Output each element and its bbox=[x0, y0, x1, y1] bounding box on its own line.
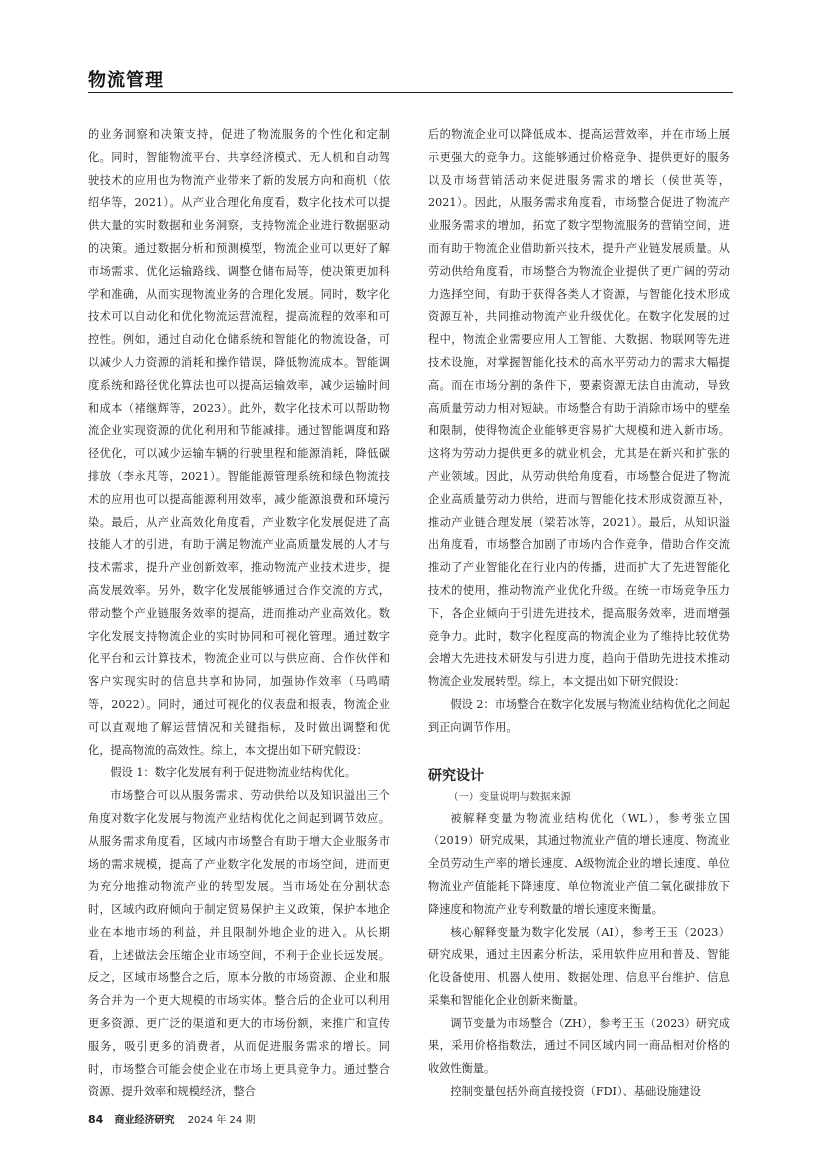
paragraph: 控制变量包括外商直接投资（FDI）、基础设施建设 bbox=[450, 1085, 701, 1099]
paragraph: 市场整合可以从服务需求、劳动供给以及知识溢出三个角度对数字化发展与物流产业结构优化之间起到调节效应。从服务需求角度看，区域内市场整合有助于增大企业服务市场的需求规模，提高了产业数字化发展的市场空间，进而更为充分地推动物流产业的转型发展。当市场处在分割状态时，区域内政府倾向于制定贸易保护主义政策，保护本地企业在本地市场的利益，并且限制外地企业的进入。从长期看，上述做法会压缩企业市场空间，不利于企业长远发展。反之，区域市场整合之后，原本分散的市场资源、企业和服务合并为一个更大规模的市场实体。整合后的企业可以利用更多资源、更广泛的渠道和更大的市场份额，来推广和宣传服务，吸引更多的消费者，从而促进服务需求的增长。同时，市场整合可能会使企业在市场上更具竞争力。通过整合资源、提升效率和规模经济，整合 bbox=[88, 789, 390, 1099]
issue-label: 2024 年 24 期 bbox=[187, 1115, 256, 1126]
hypothesis-2: 假设 2：市场整合在数字化发展与物流业结构优化之间起到正向调节作用。 bbox=[428, 697, 730, 734]
running-header-title: 物流管理 bbox=[88, 70, 164, 91]
journal-name: 商业经济研究 bbox=[114, 1115, 175, 1126]
section-heading: 研究设计 bbox=[428, 767, 484, 784]
page-number: 84 bbox=[88, 1113, 104, 1126]
right-column bbox=[428, 124, 730, 1104]
paragraph: 核心解释变量为数字化发展（AI），参考王玉（2023）研究成果，通过主因素分析法，采用软件应用和普及、智能化设备使用、机器人使用、数据处理、信息平台维护、信息采集和智能化企业创新来衡量。 bbox=[428, 925, 730, 1007]
paragraph: 的业务洞察和决策支持，促进了物流服务的个性化和定制化。同时，智能物流平台、共享经济模式、无人机和自动驾驶技术的应用也为物流产业带来了新的发展方向和商机（依绍华等，2021）。从产业合理化角度看，数字化技术可以提供大量的实时数据和业务洞察，支持物流企业进行数据驱动的决策。通过数据分析和预测模型，物流企业可以更好了解市场需求、优化运输路线、调整仓储布局等，使决策更加科学和准确，从而实现物流业务的合理化发展。同时，数字化技术可以自动化和优化物流运营流程，提高流程的效率和可控性。例如，通过自动化仓储系统和智能化的物流设备，可以减少人力资源的消耗和操作错误，降低物流成本。智能调度系统和路径优化算法也可以提高运输效率，减少运输时间和成本（褚继辉等，2023）。此外，数字化技术可以帮助物流企业实现资源的优化利用和节能减排。通过智能调度和路径优化，可以减少运输车辆的行驶里程和能源消耗，降低碳排放（李永芃等，2021）。智能能源管理系统和绿色物流技术的应用也可以提高能源利用效率，减少能源浪费和环境污染。最后，从产业高效化角度看，产业数字化发展促进了高技能人才的引进，有助于满足物流产业高质量发展的人才与技术需求，提升产业创新效率，推动物流产业技术进步，提高发展效率。另外，数字化发展能够通过合作交流的方式，带动整个产业链服务效率的提高，进而推动产业高效化。数字化发展支持物流企业的实时协同和可视化管理。通过数字化平台和云计算技术，物流企业可以与供应商、合作伙伴和客户实现实时的信息共享和协同，加强协作效率（马鸣晴等，2022）。同时，通过可视化的仪表盘和报表，物流企业可以直观地了解运营情况和关键指标，及时做出调整和优化，提高物流的高效性。综上，本文提出如下研究假设： bbox=[88, 128, 390, 757]
left-column bbox=[88, 124, 390, 1104]
header-rule bbox=[88, 92, 733, 93]
sub-heading: （一）变量说明与数据来源 bbox=[448, 791, 571, 803]
hypothesis-1: 假设 1：数字化发展有利于促进物流业结构优化。 bbox=[110, 766, 357, 780]
paragraph: 调节变量为市场整合（ZH），参考王玉（2023）研究成果，采用价格指数法，通过不同区域内同一商品相对价格的收敛性衡量。 bbox=[428, 1016, 730, 1076]
paragraph: 后的物流企业可以降低成本、提高运营效率，并在市场上展示更强大的竞争力。这能够通过价格竞争、提供更好的服务以及市场营销活动来促进服务需求的增长（侯世英等，2021）。因此，从服务需求角度看，市场整合促进了物流产业服务需求的增加，拓宽了数字型物流服务的营销空间，进而有助于物流企业借助新兴技术，提升产业链发展质量。从劳动供给角度看，市场整合为物流企业提供了更广阔的劳动力选择空间，有助于获得各类人才资源，与智能化技术形成资源互补，共同推动物流产业升级优化。在数字化发展的过程中，物流企业需要应用人工智能、大数据、物联网等先进技术设施，对掌握智能化技术的高水平劳动力的需求大幅提高。而在市场分割的条件下，要素资源无法自由流动，导致高质量劳动力相对短缺。市场整合有助于消除市场中的壁垒和限制，使得物流企业能够更容易扩大规模和进入新市场。这将为劳动力提供更多的就业机会，尤其是在新兴和扩张的产业领域。因此，从劳动供给角度看，市场整合促进了物流企业高质量劳动力供给，进而与智能化技术形成资源互补，推动产业链合理发展（梁若冰等，2021）。最后，从知识溢出角度看，市场整合加剧了市场内合作竞争，借助合作交流推动了产业智能化在行业内的传播，进而扩大了先进智能化技术的使用，推动物流产业优化升级。在统一市场竞争压力下，各企业倾向于引进先进技术，提高服务效率，进而增强竞争力。此时，数字化程度高的物流企业为了维持比较优势会增大先进技术研发与引进力度，趋向于借助先进技术推动物流企业发展转型。综上，本文提出如下研究假设： bbox=[428, 128, 730, 689]
page-footer bbox=[88, 1111, 255, 1126]
paragraph: 被解释变量为物流业结构优化（WL），参考张立国（2019）研究成果，其通过物流业产值的增长速度、物流业全员劳动生产率的增长速度、A级物流企业的增长速度、单位物流业产值能耗下降速度、单位物流业产值二氧化碳排放下降速度和物流产业专利数量的增长速度来衡量。 bbox=[428, 811, 730, 916]
